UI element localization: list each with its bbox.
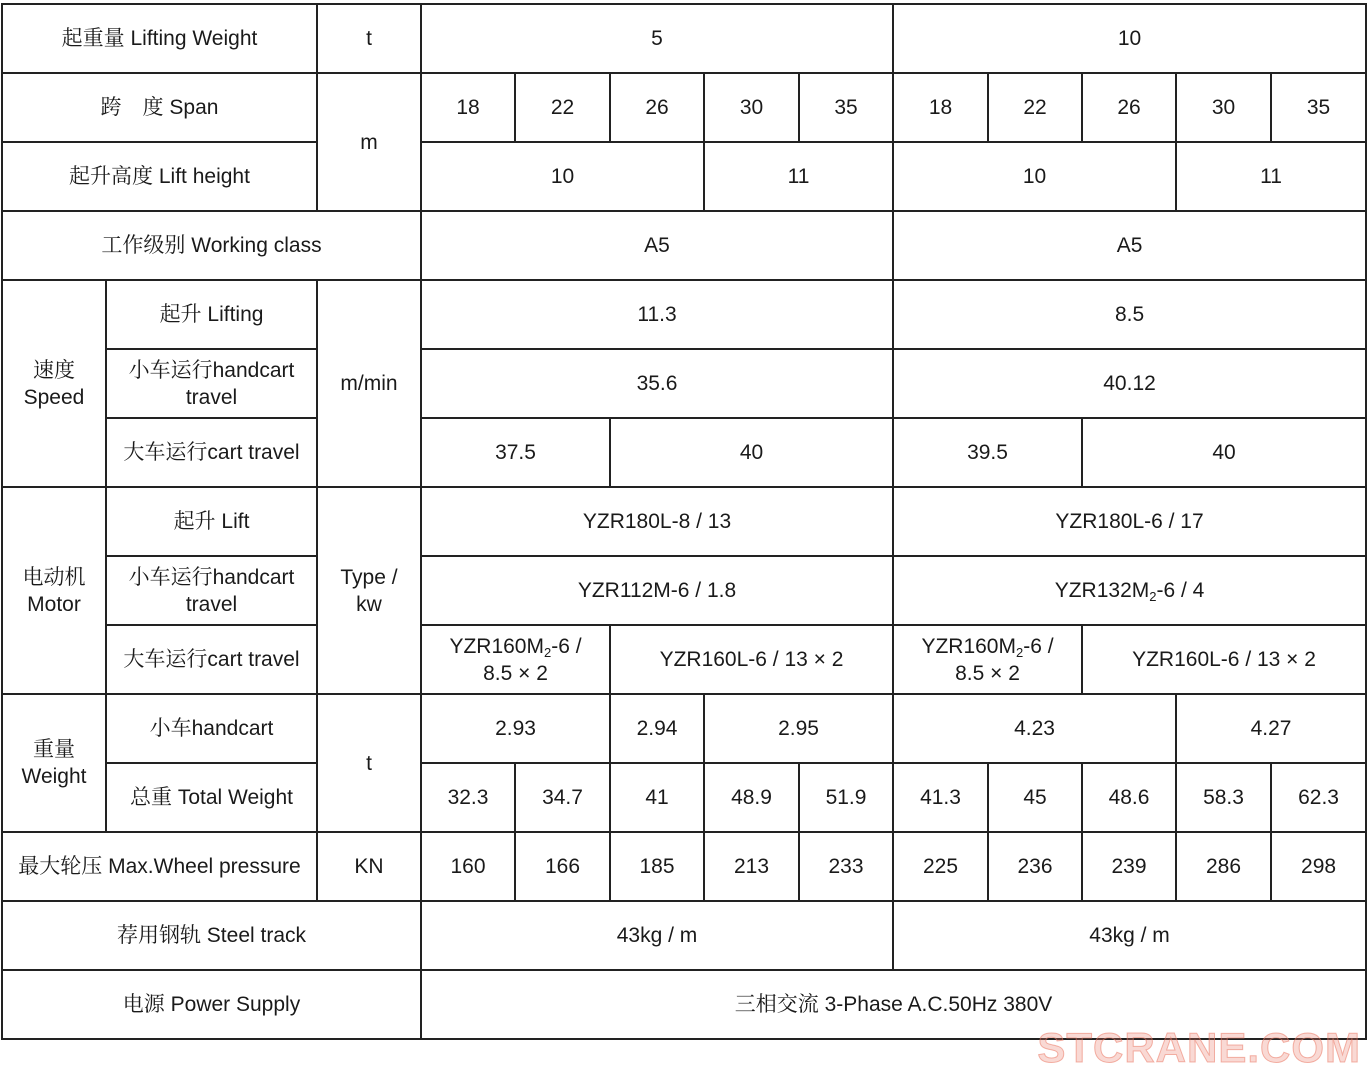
value-wheel-pressure: 236 [988,832,1082,901]
row-speed-lifting [2,280,1366,349]
label-weight-handcart: 小车handcart [106,694,317,763]
motor-cart-line1 [422,633,609,660]
value-working-class-5t: A5 [421,211,893,280]
label-speed-lifting: 起升 Lifting [106,280,317,349]
motor-model-subscript: 2 [1149,589,1157,604]
value-wheel-pressure: 298 [1271,832,1366,901]
unit-wheel-pressure: KN [317,832,421,901]
value-wheel-pressure: 185 [610,832,704,901]
value-weight-total: 45 [988,763,1082,832]
label-lifting-weight: 起重量 Lifting Weight [2,4,317,73]
watermark-logo: STCRANE.COM [1037,1024,1361,1071]
row-weight-handcart [2,694,1366,763]
row-motor-cart [2,625,1366,694]
value-wheel-pressure: 213 [704,832,799,901]
motor-model-text: YZR132M [1054,579,1150,602]
value-weight-handcart: 2.93 [421,694,610,763]
value-weight-handcart: 4.27 [1176,694,1366,763]
value-motor-handcart-10t [893,556,1366,625]
value-span: 35 [799,73,893,142]
value-steel-track-5t: 43kg / m [421,901,893,970]
label-weight-total: 总重 Total Weight [106,763,317,832]
unit-speed: m/min [317,280,421,487]
label-speed-handcart [106,349,317,418]
value-speed-lifting-10t: 8.5 [893,280,1366,349]
group-weight [2,694,106,832]
value-weight-total: 34.7 [515,763,610,832]
label-motor-handcart-l1: 小车运行handcart [128,565,295,589]
row-weight-total [2,763,1366,832]
row-lifting-weight [2,4,1366,73]
group-motor-cn: 电动机 [22,565,86,589]
label-speed-handcart-l1: 小车运行handcart [128,358,295,382]
value-weight-handcart: 2.95 [704,694,893,763]
label-lift-height: 起升高度 Lift height [2,142,317,211]
value-weight-total: 41.3 [893,763,988,832]
unit-weight: t [317,694,421,832]
motor-model-subscript: 2 [543,644,552,660]
label-working-class: 工作级别 Working class [2,211,421,280]
group-weight-cn: 重量 [33,738,75,761]
value-wheel-pressure: 233 [799,832,893,901]
value-span: 22 [515,73,610,142]
value-motor-cart [893,625,1082,694]
value-motor-handcart-5t: YZR112M-6 / 1.8 [421,556,893,625]
motor-model-text: -6 / [1023,634,1054,658]
value-speed-cart: 40 [1082,418,1366,487]
value-span: 26 [610,73,704,142]
unit-span: m [317,73,421,211]
value-span: 35 [1271,73,1366,142]
value-speed-handcart-5t: 35.6 [421,349,893,418]
motor-model-text: -6 / [551,634,582,658]
value-speed-cart: 37.5 [421,418,610,487]
value-weight-total: 62.3 [1271,763,1366,832]
row-span [2,73,1366,142]
value-weight-total: 58.3 [1176,763,1271,832]
value-working-class-10t: A5 [893,211,1366,280]
row-motor-lift [2,487,1366,556]
value-power-supply: 三相交流 3-Phase A.C.50Hz 380V [421,970,1366,1039]
row-steel-track [2,901,1366,970]
label-steel-track: 荐用钢轨 Steel track [2,901,421,970]
label-motor-cart: 大车运行cart travel [106,625,317,694]
label-span: 跨 度 Span [2,73,317,142]
value-weight-total: 41 [610,763,704,832]
label-speed-handcart-l2: travel [185,385,238,409]
value-lift-height: 11 [1176,142,1366,211]
value-span: 30 [704,73,799,142]
group-weight-en: Weight [21,765,87,788]
motor-cart-line2: 8.5 × 2 [955,661,1020,685]
value-weight-handcart: 4.23 [893,694,1176,763]
label-speed-cart: 大车运行cart travel [106,418,317,487]
value-lift-height: 10 [893,142,1176,211]
label-wheel-pressure: 最大轮压 Max.Wheel pressure [2,832,317,901]
value-weight-total: 48.6 [1082,763,1176,832]
value-lifting-weight-5t: 5 [421,4,893,73]
value-span: 22 [988,73,1082,142]
value-wheel-pressure: 160 [421,832,515,901]
value-wheel-pressure: 225 [893,832,988,901]
row-motor-handcart [2,556,1366,625]
group-speed-cn: 速度 [33,358,75,382]
value-weight-total: 51.9 [799,763,893,832]
unit-motor-l1: Type / [340,565,398,589]
unit-motor-l2: kw [356,592,382,616]
group-motor-en: Motor [27,592,81,616]
crane-spec-table [1,3,1367,1040]
value-weight-handcart: 2.94 [610,694,704,763]
label-motor-handcart [106,556,317,625]
value-motor-lift-10t: YZR180L-6 / 17 [893,487,1366,556]
row-speed-handcart [2,349,1366,418]
value-weight-total: 48.9 [704,763,799,832]
value-motor-lift-5t: YZR180L-8 / 13 [421,487,893,556]
motor-cart-line1 [894,633,1081,660]
label-power-supply: 电源 Power Supply [2,970,421,1039]
row-lift-height [2,142,1366,211]
motor-model-text: -6 / 4 [1156,579,1205,602]
unit-lifting-weight: t [317,4,421,73]
value-motor-cart [421,625,610,694]
value-lift-height: 10 [421,142,704,211]
value-speed-handcart-10t: 40.12 [893,349,1366,418]
value-wheel-pressure: 166 [515,832,610,901]
label-motor-handcart-l2: travel [185,592,238,616]
value-lift-height: 11 [704,142,893,211]
value-span: 26 [1082,73,1176,142]
value-wheel-pressure: 239 [1082,832,1176,901]
value-lifting-weight-10t: 10 [893,4,1366,73]
value-speed-lifting-5t: 11.3 [421,280,893,349]
value-speed-cart: 39.5 [893,418,1082,487]
value-motor-cart: YZR160L-6 / 13 × 2 [1082,625,1366,694]
value-span: 30 [1176,73,1271,142]
row-wheel-pressure [2,832,1366,901]
motor-model-subscript: 2 [1015,644,1024,660]
motor-cart-line2: 8.5 × 2 [483,661,548,685]
value-wheel-pressure: 286 [1176,832,1271,901]
row-working-class [2,211,1366,280]
value-steel-track-10t: 43kg / m [893,901,1366,970]
value-weight-total: 32.3 [421,763,515,832]
value-span: 18 [421,73,515,142]
value-speed-cart: 40 [610,418,893,487]
motor-model-text: YZR160M [449,634,544,658]
group-motor [2,487,106,694]
value-span: 18 [893,73,988,142]
group-speed [2,280,106,487]
unit-motor [317,487,421,694]
motor-model-text: YZR160M [921,634,1016,658]
group-speed-en: Speed [23,385,85,409]
row-speed-cart [2,418,1366,487]
label-motor-lift: 起升 Lift [106,487,317,556]
value-motor-cart: YZR160L-6 / 13 × 2 [610,625,893,694]
